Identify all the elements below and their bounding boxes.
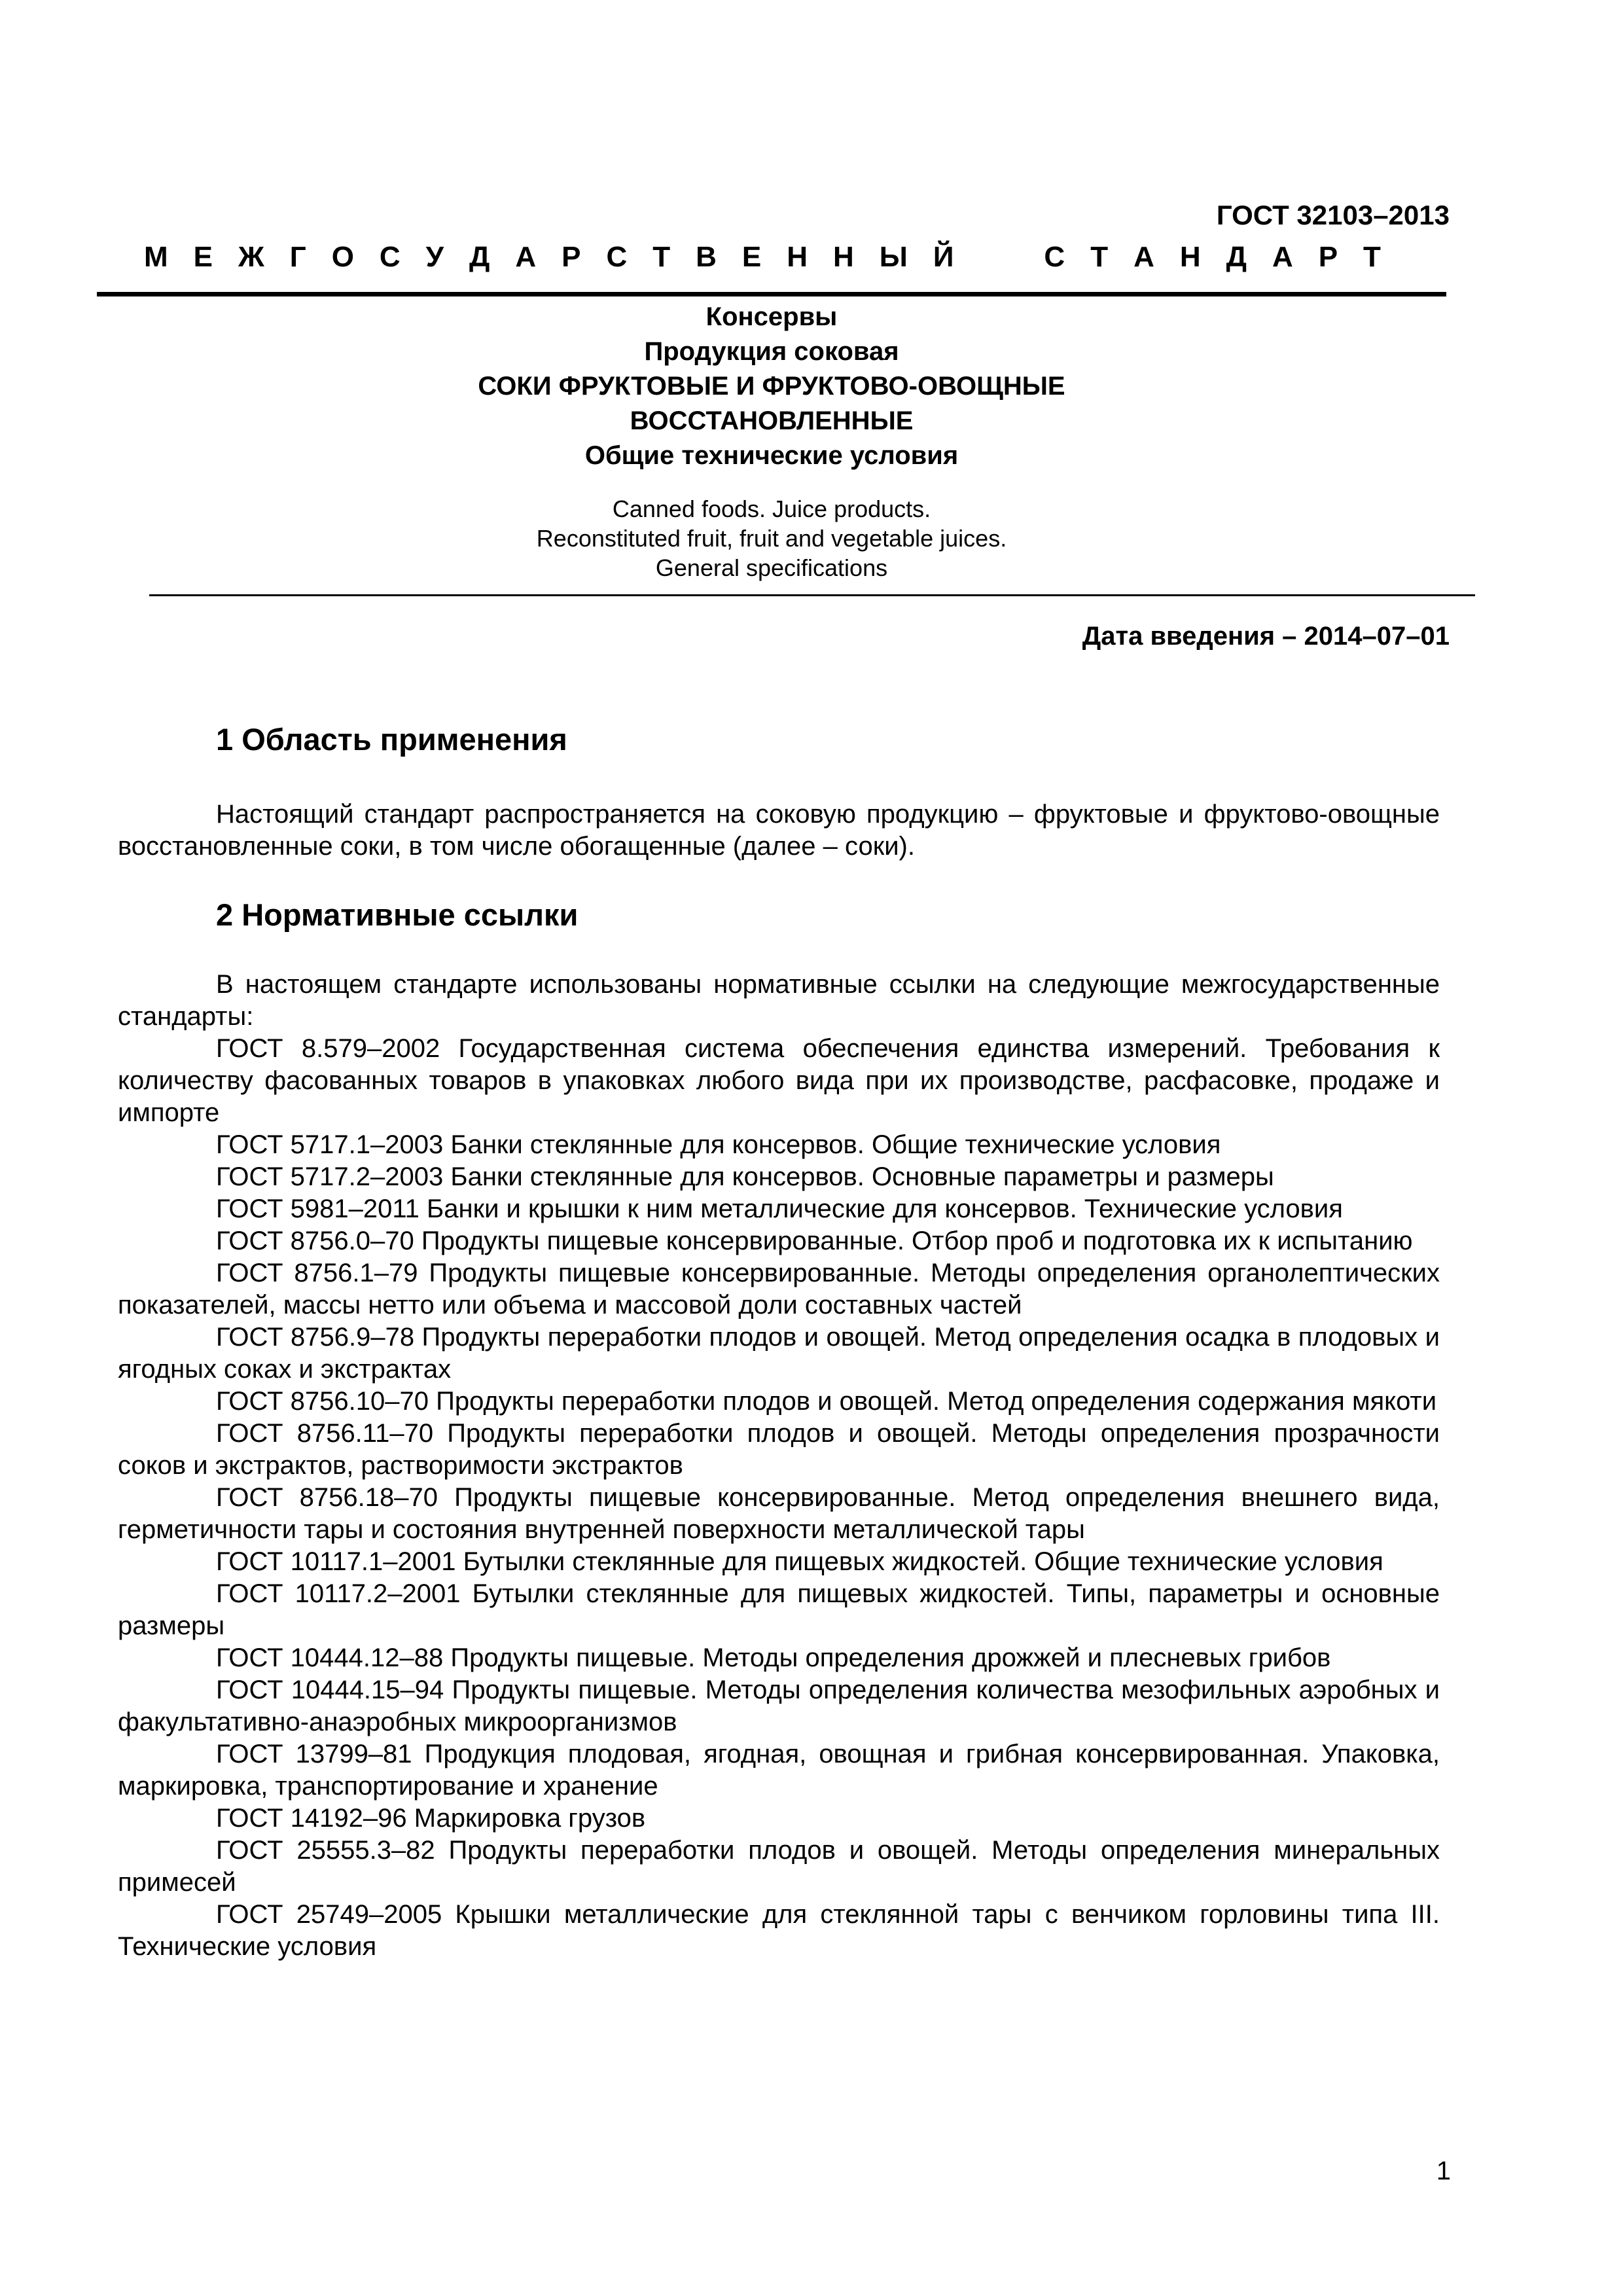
heading-letter: С: [606, 241, 628, 273]
heading-letter: А: [1133, 241, 1154, 273]
section-2-body: [118, 969, 1440, 1963]
heading-letter: Д: [469, 241, 490, 273]
reference-item: ГОСТ 10117.1–2001 Бутылки стеклянные для пищевых жидкостей. Общие технические условия: [216, 1547, 1383, 1576]
reference-item: ГОСТ 8756.10–70 Продукты переработки плодов и овощей. Метод определения содержания мякоти: [216, 1387, 1437, 1416]
heading-letter: У: [425, 241, 444, 273]
normative-references-list: [118, 1033, 1440, 1963]
page-number: 1: [1436, 2157, 1451, 2185]
heading-letter: Т: [652, 241, 671, 273]
section-1-body: [118, 798, 1440, 863]
title-rule: [149, 594, 1475, 596]
reference-item: ГОСТ 8756.18–70 Продукты пищевые консервированные. Метод определения внешнего вида, герметичности тары и состояния внутренней поверхности металлической тары: [118, 1483, 1440, 1544]
document-number: ГОСТ 32103–2013: [1216, 200, 1450, 230]
reference-item: ГОСТ 5717.1–2003 Банки стеклянные для консервов. Общие технические условия: [216, 1130, 1221, 1159]
heading-letter: Т: [1363, 241, 1381, 273]
reference-item: ГОСТ 8756.9–78 Продукты переработки плодов и овощей. Метод определения осадка в плодовых и ягодных соках и экстрактах: [118, 1323, 1440, 1384]
reference-item: ГОСТ 10444.12–88 Продукты пищевые. Методы определения дрожжей и плесневых грибов: [216, 1643, 1331, 1672]
title-block: [97, 300, 1446, 473]
reference-item: ГОСТ 14192–96 Маркировка грузов: [216, 1804, 646, 1833]
interstate-standard-heading: [144, 241, 1381, 274]
section-2-heading: 2 Нормативные ссылки: [216, 897, 579, 932]
reference-item: ГОСТ 13799–81 Продукция плодовая, ягодная, овощная и грибная консервированная. Упаковка, маркировка, транспортирование и хранение: [118, 1740, 1440, 1801]
reference-item: ГОСТ 8.579–2002 Государственная система обеспечения единства измерений. Требования к количеству фасованных товаров в упаковках любого вида при их производстве, расфасовке, продаже и импорте: [118, 1034, 1440, 1127]
reference-item: ГОСТ 10444.15–94 Продукты пищевые. Методы определения количества мезофильных аэробных и факультативно-анаэробных микроорганизмов: [118, 1676, 1440, 1736]
title-line-reconstituted: ВОССТАНОВЛЕННЫЕ: [630, 406, 914, 435]
heading-letter: Т: [1090, 241, 1109, 273]
reference-item: ГОСТ 8756.11–70 Продукты переработки плодов и овощей. Методы определения прозрачности соков и экстрактов, растворимости экстрактов: [118, 1419, 1440, 1480]
section-2-intro: В настоящем стандарте использованы нормативные ссылки на следующие межгосударственные стандарты:: [118, 970, 1440, 1031]
heading-letter: Д: [1226, 241, 1247, 273]
section-1-paragraph: Настоящий стандарт распространяется на соковую продукцию – фруктовые и фруктово-овощные восстановленные соки, в том числе обогащенные (далее – соки).: [118, 800, 1440, 861]
heading-letter: Й: [933, 241, 954, 273]
heading-letter: Н: [1179, 241, 1201, 273]
title-line-specs: Общие технические условия: [584, 441, 959, 470]
heading-letter: Р: [1318, 241, 1338, 273]
reference-item: ГОСТ 8756.0–70 Продукты пищевые консервированные. Отбор проб и подготовка их к испытанию: [216, 1227, 1413, 1255]
reference-item: ГОСТ 25555.3–82 Продукты переработки плодов и овощей. Методы определения минеральных примесей: [118, 1836, 1440, 1897]
english-title-line: Canned foods. Juice products.: [612, 495, 931, 522]
heading-letter: Ы: [879, 241, 908, 273]
heading-letter: Ж: [238, 241, 264, 273]
title-line-juice-products: Продукция соковая: [644, 337, 899, 366]
heading-letter: О: [331, 241, 354, 273]
reference-item: ГОСТ 25749–2005 Крышки металлические для стеклянной тары с венчиком горловины типа III. Технические условия: [118, 1900, 1440, 1961]
english-title-block: [97, 494, 1446, 583]
reference-item: ГОСТ 10117.2–2001 Бутылки стеклянные для пищевых жидкостей. Типы, параметры и основные размеры: [118, 1579, 1440, 1640]
heading-letter: Н: [787, 241, 808, 273]
heading-letter: А: [515, 241, 537, 273]
top-rule: [97, 292, 1446, 296]
reference-item: ГОСТ 5981–2011 Банки и крышки к ним металлические для консервов. Технические условия: [216, 1194, 1343, 1223]
title-line-canned: Консервы: [705, 302, 838, 331]
heading-word-gap: [979, 241, 1018, 274]
heading-letter: Р: [562, 241, 581, 273]
english-title-line: General specifications: [655, 554, 888, 581]
introduction-date: Дата введения – 2014–07–01: [1082, 622, 1450, 651]
heading-letter: М: [144, 241, 168, 273]
heading-letter: Е: [193, 241, 213, 273]
reference-item: ГОСТ 5717.2–2003 Банки стеклянные для консервов. Основные параметры и размеры: [216, 1162, 1274, 1191]
reference-item: ГОСТ 8756.1–79 Продукты пищевые консервированные. Методы определения органолептических показателей, массы нетто или объема и массовой доли составных частей: [118, 1259, 1440, 1319]
english-title-line: Reconstituted fruit, fruit and vegetable juices.: [536, 525, 1007, 552]
heading-letter: Е: [741, 241, 762, 273]
heading-letter: Г: [289, 241, 306, 273]
title-line-juices: СОКИ ФРУКТОВЫЕ И ФРУКТОВО-ОВОЩНЫЕ: [478, 372, 1065, 401]
heading-letter: А: [1272, 241, 1293, 273]
heading-letter: С: [379, 241, 401, 273]
heading-letter: Н: [833, 241, 854, 273]
section-1-heading: 1 Область применения: [216, 722, 567, 757]
heading-letter: В: [696, 241, 717, 273]
heading-letter: С: [1044, 241, 1065, 273]
